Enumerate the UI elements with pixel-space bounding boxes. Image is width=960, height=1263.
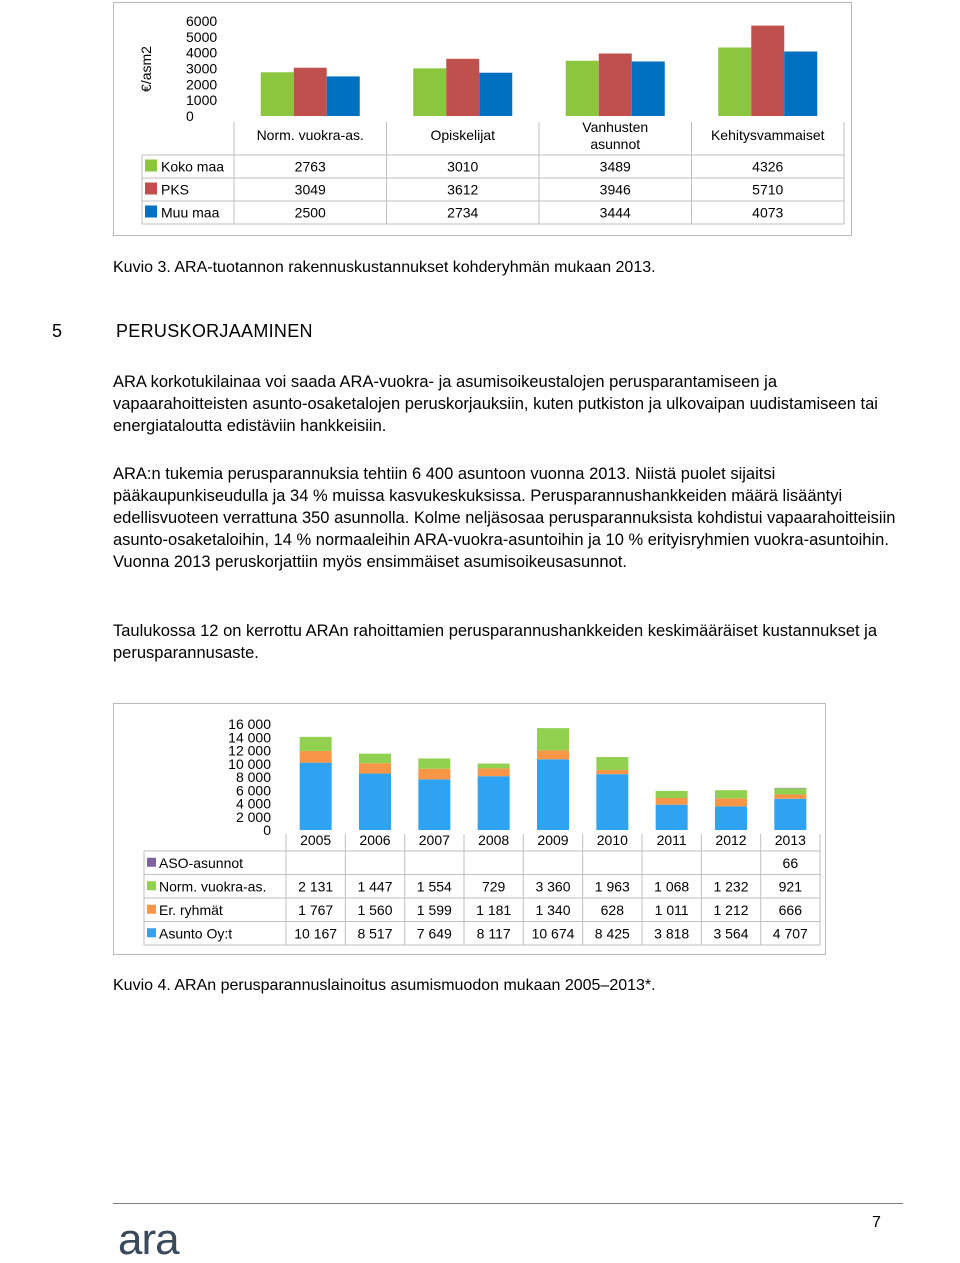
chart-renovation-loans [113,703,826,955]
table-value: 8 425 [594,925,630,942]
table-value: 7 649 [416,925,452,942]
bar-koko-maa [261,72,294,116]
legend-swatch [147,881,156,890]
y-tick-label: 6 000 [235,782,271,799]
table-value: 1 068 [654,878,690,895]
bar-pks [599,54,632,116]
table-value: 3 818 [654,925,690,942]
bar-er-ryhm-t [596,770,628,774]
legend-swatch [147,928,156,937]
category-label: 2008 [478,832,510,848]
table-value: 1 599 [416,901,452,918]
bar-er-ryhm-t [656,798,688,805]
y-tick-label: 6000 [186,13,218,29]
section-title: PERUSKORJAAMINEN [116,321,313,341]
legend-series-name: ASO-asunnot [159,854,244,871]
y-tick-label: 3000 [186,60,218,77]
bar-asunto-oy-t [537,759,569,830]
legend-swatch [147,905,156,914]
table-value: 1 011 [654,901,689,918]
table-value: 3 564 [713,925,749,942]
table-value: 1 554 [416,878,452,895]
bar-norm-vuokra-as- [418,758,450,768]
category-label: 2006 [359,832,391,848]
y-tick-label: 2 000 [235,808,271,825]
table-value: 3444 [599,204,631,221]
y-tick-label: 10 000 [228,755,271,772]
table-value: 3612 [447,181,479,198]
bar-asunto-oy-t [656,805,688,830]
bar-norm-vuokra-as- [656,791,688,798]
legend-series-name: Er. ryhmät [159,901,223,918]
section-number: 5 [52,321,63,341]
ara-logo-text: ara [118,1220,179,1260]
bar-koko-maa [718,48,751,116]
bar-asunto-oy-t [359,774,391,830]
bar-norm-vuokra-as- [715,790,747,798]
bar-asunto-oy-t [478,776,510,830]
bar-pks [294,68,327,116]
bar-er-ryhm-t [300,751,332,763]
table-value: 3010 [447,158,479,175]
chart-construction-costs [113,2,852,236]
y-tick-label: 2000 [186,76,218,93]
y-tick-label: 0 [186,108,194,124]
bar-koko-maa [566,61,599,116]
legend-swatch [145,160,157,172]
table-value: 3946 [599,181,631,198]
y-tick-label: 0 [263,822,271,838]
table-value: 666 [778,901,803,918]
category-label: Vanhusten [582,119,649,135]
y-tick-label: 14 000 [228,729,271,746]
legend-series-name: Muu maa [161,204,220,221]
y-tick-label: 4000 [186,44,218,61]
ara-logo [118,1220,198,1260]
paragraph-2: ARA:n tukemia perusparannuksia tehtiin 6 400 asuntoon vuonna 2013. Niistä puolet sijaitsi pääkaupunkiseudulla ja 34 % muissa kasvukeskuksissa. Perusparannushankkeiden määrä lisääntyi edellisvuoteen verrattuna 350 asunnolla. Kolme neljäsosaa perusparannuksista kohdistui vapaarahoitteisiin asunto-osaketaloihin, 14 % normaaleihin ARA-vuokra-asuntoihin ja 10 % erityisryhmien vuokra-asuntoihin. Vuonna 2013 peruskorjattiin myös ensimmäiset asumisoikeusasunnot. [113,465,896,571]
table-value: 1 181 [476,901,512,918]
y-tick-label: 1000 [186,92,218,109]
section-heading [52,321,313,342]
table-value: 3 360 [535,878,571,895]
table-value: 4 707 [772,925,808,942]
table-value: 5710 [752,181,784,198]
figure-caption-4: Kuvio 4. ARAn perusparannuslainoitus asumismuodon mukaan 2005–2013*. [113,977,656,994]
bar-muu-maa [327,76,360,116]
legend-series-name: Koko maa [161,158,225,175]
category-label: asunnot [590,136,641,152]
table-value: 1 767 [298,901,334,918]
bar-norm-vuokra-as- [478,764,510,769]
bar-er-ryhm-t [715,798,747,806]
bar-asunto-oy-t [774,799,806,830]
bar-asunto-oy-t [418,779,450,830]
paragraph-3: Taulukossa 12 on kerrottu ARAn rahoittamien perusparannushankkeiden keskimääräiset kustannukset ja perusparannusaste. [113,622,878,662]
category-label: 2005 [300,832,332,848]
table-value: 10 674 [531,925,575,942]
bar-norm-vuokra-as- [537,728,569,750]
table-value: 1 340 [535,901,571,918]
table-value: 66 [782,854,799,871]
bar-norm-vuokra-as- [300,737,332,751]
bar-asunto-oy-t [300,763,332,830]
legend-series-name: Norm. vuokra-as. [159,878,267,895]
bar-er-ryhm-t [359,763,391,773]
table-value: 2763 [294,158,326,175]
table-value: 3049 [294,181,326,198]
legend-swatch [145,183,157,195]
y-tick-label: 4 000 [235,795,271,812]
bar-pks [446,59,479,116]
category-label: Opiskelijat [430,127,496,143]
table-value: 2 131 [298,878,334,895]
bar-muu-maa [632,61,665,116]
table-value: 2734 [447,204,479,221]
table-value: 10 167 [294,925,338,942]
category-label: 2007 [418,832,450,848]
footer-divider [113,1203,903,1204]
category-label: 2011 [656,832,687,848]
table-value: 3489 [599,158,631,175]
table-value: 1 212 [713,901,749,918]
bar-er-ryhm-t [418,769,450,780]
y-tick-label: 16 000 [228,716,271,732]
category-label: Kehitysvammaiset [710,127,825,143]
y-axis-label: €/asm2 [138,46,154,92]
category-label: 2012 [715,832,747,848]
paragraph-1: ARA korkotukilainaa voi saada ARA-vuokra- ja asumisoikeustalojen perusparantamiseen ja vapaarahoitteisten asunto-osaketalojen peruskorjauksiin, kuten putkiston ja ulkovaipan uudistamiseen tai energiataloutta edistäviin hankkeisiin. [113,373,878,435]
table-value: 628 [600,901,625,918]
bar-muu-maa [784,52,817,116]
category-label: 2009 [537,832,569,848]
legend-series-name: Asunto Oy:t [159,925,233,942]
table-value: 4073 [752,204,784,221]
table-value: 8 517 [357,925,393,942]
bar-norm-vuokra-as- [596,757,628,770]
legend-swatch [147,858,156,867]
chart-construction-costs-svg [114,3,851,235]
table-value: 4326 [752,158,784,175]
chart-renovation-loans-svg [114,704,825,954]
bar-er-ryhm-t [478,768,510,776]
bar-asunto-oy-t [715,806,747,830]
bar-koko-maa [413,68,446,116]
table-value: 1 447 [357,878,393,895]
legend-series-name: PKS [161,181,190,198]
table-value: 1 232 [713,878,749,895]
bar-pks [751,26,784,116]
table-value: 1 560 [357,901,393,918]
bar-asunto-oy-t [596,774,628,830]
bar-norm-vuokra-as- [359,754,391,764]
legend-swatch [145,206,157,218]
bar-er-ryhm-t [774,794,806,798]
page-number: 7 [872,1214,881,1231]
y-tick-label: 5000 [186,28,218,45]
category-label: 2010 [596,832,628,848]
bar-norm-vuokra-as- [774,788,806,794]
table-value: 729 [481,878,506,895]
bar-er-ryhm-t [537,750,569,759]
table-value: 1 963 [594,878,630,895]
bar-muu-maa [479,73,512,116]
y-tick-label: 12 000 [228,742,271,759]
category-label: 2013 [774,832,806,848]
table-value: 2500 [294,204,326,221]
figure-caption-3: Kuvio 3. ARA-tuotannon rakennuskustannukset kohderyhmän mukaan 2013. [113,259,656,276]
y-tick-label: 8 000 [235,769,271,785]
category-label: Norm. vuokra-as. [256,127,364,143]
table-value: 8 117 [476,925,511,942]
table-value: 921 [778,878,803,895]
